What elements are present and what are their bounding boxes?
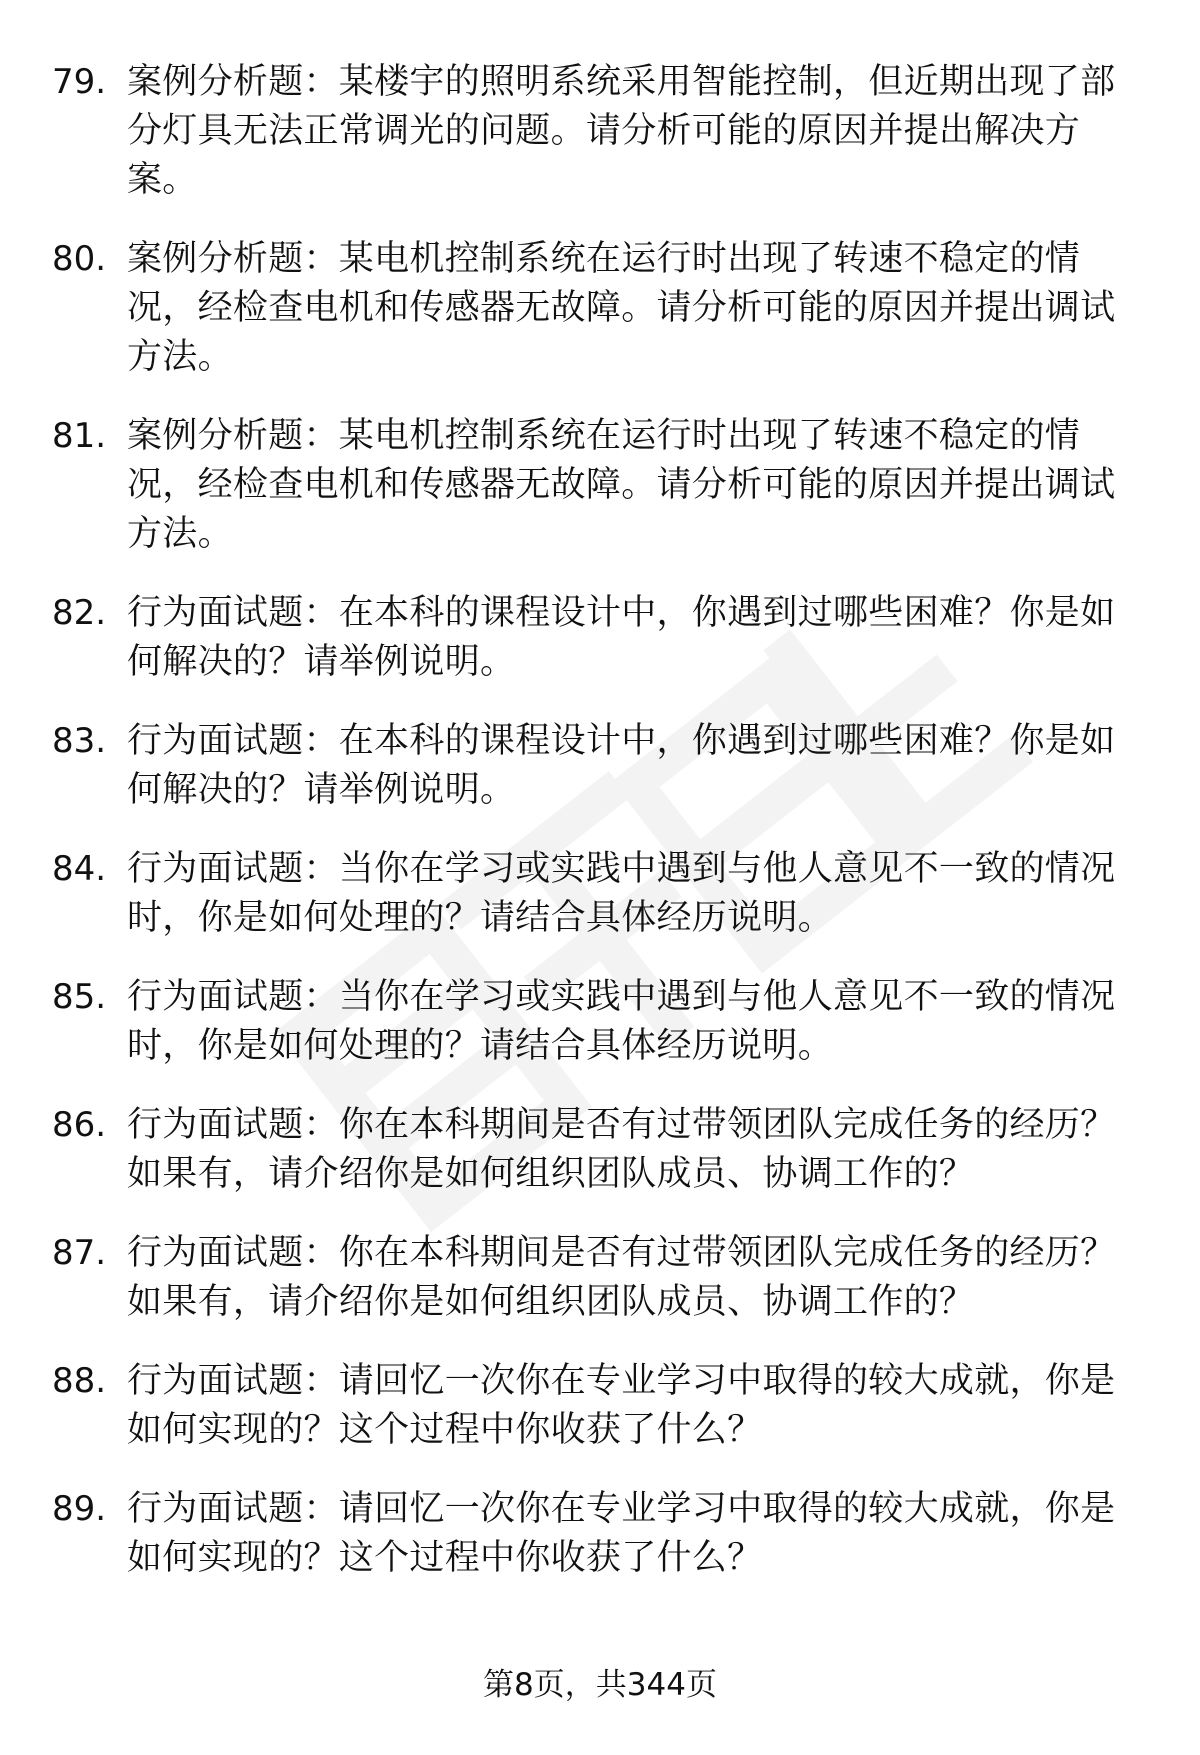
question-item [0,1229,1200,1327]
question-text: 行为面试题：在本科的课程设计中，你遇到过哪些困难？你是如何解决的？请举例说明。 [127,721,1116,810]
question-text: 案例分析题：某电机控制系统在运行时出现了转速不稳定的情况，经检查电机和传感器无故障。请分析可能的原因并提出调试方法。 [127,239,1116,377]
question-text: 案例分析题：某电机控制系统在运行时出现了转速不稳定的情况，经检查电机和传感器无故障。请分析可能的原因并提出调试方法。 [127,416,1116,554]
question-item [0,1357,1200,1455]
question-number: 80. [52,239,107,279]
page-number-footer: 第8页，共344页 [483,1667,717,1703]
question-text: 行为面试题：你在本科期间是否有过带领团队完成任务的经历？如果有，请介绍你是如何组织团队成员、协调工作的？ [127,1233,1116,1322]
question-item [0,845,1200,943]
question-number: 87. [52,1233,107,1273]
question-number: 88. [52,1361,107,1401]
question-item [0,1485,1200,1583]
question-item [0,412,1200,559]
question-text: 行为面试题：当你在学习或实践中遇到与他人意见不一致的情况时，你是如何处理的？请结合具体经历说明。 [127,849,1116,938]
question-text: 行为面试题：请回忆一次你在专业学习中取得的较大成就，你是如何实现的？这个过程中你收获了什么？ [127,1361,1116,1450]
question-item [0,58,1200,205]
question-list [0,58,1200,1613]
question-text: 行为面试题：请回忆一次你在专业学习中取得的较大成就，你是如何实现的？这个过程中你收获了什么？ [127,1489,1116,1578]
question-number: 79. [52,62,107,102]
question-number: 86. [52,1105,107,1145]
question-number: 83. [52,721,107,761]
question-number: 89. [52,1489,107,1529]
question-item [0,235,1200,382]
question-text: 案例分析题：某楼宇的照明系统采用智能控制，但近期出现了部分灯具无法正常调光的问题。请分析可能的原因并提出解决方案。 [127,62,1116,200]
question-item [0,589,1200,687]
question-text: 行为面试题：当你在学习或实践中遇到与他人意见不一致的情况时，你是如何处理的？请结合具体经历说明。 [127,977,1116,1066]
question-item [0,717,1200,815]
question-number: 82. [52,593,107,633]
question-number: 81. [52,416,107,456]
question-text: 行为面试题：你在本科期间是否有过带领团队完成任务的经历？如果有，请介绍你是如何组织团队成员、协调工作的？ [127,1105,1116,1194]
question-number: 85. [52,977,107,1017]
question-item [0,1101,1200,1199]
question-text: 行为面试题：在本科的课程设计中，你遇到过哪些困难？你是如何解决的？请举例说明。 [127,593,1116,682]
question-item [0,973,1200,1071]
question-number: 84. [52,849,107,889]
